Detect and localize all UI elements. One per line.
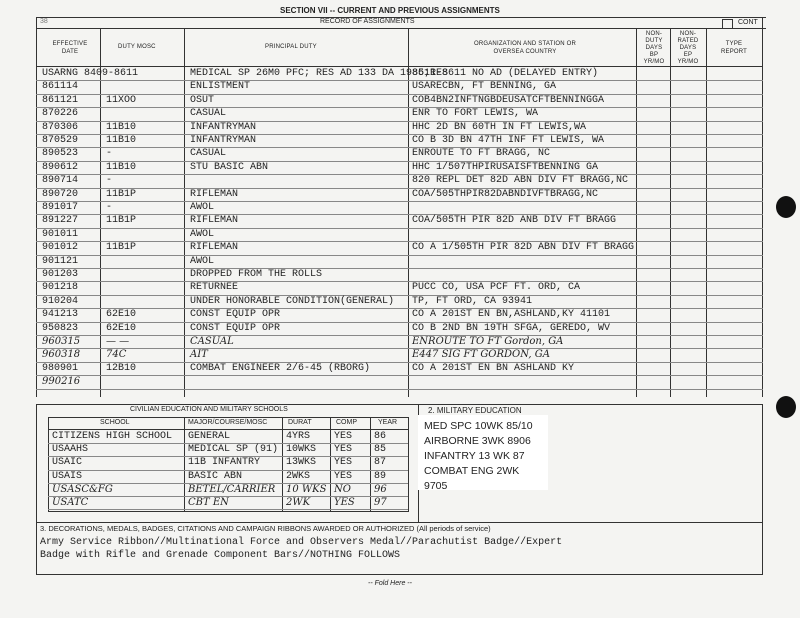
header-principal-duty: PRINCIPAL DUTY <box>265 44 317 50</box>
edu-year: 87 <box>374 457 387 469</box>
assignment-duty: CASUAL <box>190 336 234 347</box>
punch-hole-top <box>776 196 796 218</box>
assignment-org: CO B 2ND BN 19TH SFGA, GEREDO, WV <box>412 322 611 334</box>
assignment-date: 861114 <box>42 81 79 93</box>
assignment-date: 890714 <box>42 175 79 187</box>
assignment-date: 870529 <box>42 135 79 146</box>
edu-header-major: MAJOR/COURSE/MOSC <box>188 419 268 426</box>
header-organization: ORGANIZATION AND STATION OR OVERSEA COUNTRY <box>473 41 577 55</box>
assignment-duty: RIFLEMAN <box>190 242 239 254</box>
assignment-duty: INFANTRYMAN <box>190 135 257 146</box>
edu-major: BASIC ABN <box>188 470 243 482</box>
assignment-date: 950823 <box>42 322 79 334</box>
assignment-date: 891017 <box>42 202 79 213</box>
edu-comp: YES <box>334 497 355 508</box>
header-duty-mosc: DUTY MOSC <box>118 44 156 50</box>
assignment-org: HHC 2D BN 60TH IN FT LEWIS,WA <box>412 121 587 133</box>
assignment-duty: CASUAL <box>190 148 227 160</box>
assignment-org: PUCC CO, USA PCF FT. ORD, CA <box>412 282 581 294</box>
assignment-org: ENROUTE TO FT Gordon, GA <box>412 336 564 347</box>
edu-major: CBT EN <box>188 497 229 508</box>
edu-school: USAAHS <box>52 444 89 456</box>
assignment-date: 990216 <box>42 376 81 388</box>
assignment-mosc: 62E10 <box>106 322 137 334</box>
header-non-rated-days: NON-RATED DAYS <box>677 31 699 51</box>
assignment-duty: AWOL <box>190 255 215 267</box>
assignment-date: 901203 <box>42 269 79 280</box>
assignment-mosc: 12B10 <box>106 362 137 374</box>
edu-year: 96 <box>374 483 387 495</box>
assignment-mosc: 11B10 <box>106 121 137 133</box>
assignment-duty: CASUAL <box>190 108 227 120</box>
fold-label: -- Fold Here -- <box>368 580 412 587</box>
assignment-mosc: 62E10 <box>106 309 137 321</box>
assignment-mosc: — — <box>106 336 130 347</box>
assignment-org: CO A 1/505TH PIR 82D ABN DIV FT BRAGG <box>412 242 635 254</box>
edu-comp: YES <box>334 457 353 469</box>
assignment-duty: RIFLEMAN <box>190 188 239 200</box>
header-type-report: TYPE REPORT <box>720 41 748 55</box>
assignment-date: 980901 <box>42 362 79 374</box>
assignment-date: 910204 <box>42 295 79 307</box>
assignment-org: ENROUTE TO FT BRAGG, NC <box>412 148 551 160</box>
header-non-duty-sub: BP YR/MO <box>643 52 665 65</box>
assignment-duty: MEDICAL SP 26M0 PFC; RES AD 133 DA 1985;RES <box>190 68 449 79</box>
assignment-mosc: - <box>106 148 113 160</box>
decorations-line-2: Badge with Rifle and Grenade Component Bars//NOTHING FOLLOWS <box>40 550 401 561</box>
header-non-duty-days: NON-DUTY DAYS <box>645 31 663 51</box>
record-label: RECORD OF ASSIGNMENTS <box>320 18 415 25</box>
assignment-mosc: - <box>106 175 113 187</box>
assignment-date: USARNG 8409-8611 <box>42 68 139 79</box>
edu-header-comp: COMP <box>336 419 357 426</box>
edu-durat: 10WKS <box>286 444 317 456</box>
assignment-org: USARECBN, FT BENNING, GA <box>412 81 557 93</box>
edu-durat: 2WK <box>286 497 311 508</box>
assignment-org: 820 REPL DET 82D ABN DIV FT BRAGG,NC <box>412 175 629 187</box>
assignment-duty: ENLISTMENT <box>190 81 251 93</box>
header-effective-date: EFFECTIVE DATE <box>52 41 88 55</box>
assignment-duty: INFANTRYMAN <box>190 121 257 133</box>
decorations-title: 3. DECORATIONS, MEDALS, BADGES, CITATIONS AND CAMPAIGN RIBBONS AWARDED OR AUTHORIZED (All periods of service) <box>40 524 491 533</box>
edu-durat: 13WKS <box>286 457 317 469</box>
edu-school: CITIZENS HIGH SCHOOL <box>52 431 173 442</box>
assignment-org: ENR TO FORT LEWIS, WA <box>412 108 539 120</box>
edu-year: 97 <box>374 497 387 508</box>
edu-comp: YES <box>334 444 353 456</box>
assignment-duty: CONST EQUIP OPR <box>190 322 281 334</box>
punch-hole-bottom <box>776 396 796 418</box>
assignment-date: 960315 <box>42 336 81 347</box>
edu-header-school: SCHOOL <box>100 419 130 426</box>
assignment-org: 8611-8611 NO AD (DELAYED ENTRY) <box>412 68 599 79</box>
header-non-rated-sub: EP YR/MO <box>677 52 699 65</box>
assignment-date: 901011 <box>42 228 79 240</box>
military-education-line: MED SPC 10WK 85/10 <box>424 420 533 432</box>
assignment-duty: UNDER HONORABLE CONDITION(GENERAL) <box>190 295 395 307</box>
assignment-duty: AWOL <box>190 228 215 240</box>
assignment-duty: STU BASIC ABN <box>190 161 269 173</box>
military-education-box <box>418 415 548 490</box>
assignment-mosc: 11B1P <box>106 242 137 254</box>
assignment-org: E447 SIG FT GORDON, GA <box>412 349 550 361</box>
edu-year: 86 <box>374 431 387 442</box>
assignment-duty: RETURNEE <box>190 282 239 294</box>
assignment-org: HHC 1/507THPIRUSAISFTBENNING GA <box>412 161 599 173</box>
assignment-mosc: 11B10 <box>106 161 137 173</box>
edu-major: MEDICAL SP (91) <box>188 444 279 456</box>
assignment-duty: OSUT <box>190 94 215 106</box>
assignment-mosc: 11B1P <box>106 188 137 200</box>
assignment-date: 870306 <box>42 121 79 133</box>
edu-durat: 10 WKS <box>286 483 327 495</box>
assignment-org: COB4BN2INFTNGBDEUSATCFTBENNINGGA <box>412 94 605 106</box>
edu-comp: YES <box>334 431 353 442</box>
edu-header-year: YEAR <box>378 419 398 426</box>
assignment-org: CO B 3D BN 47TH INF FT LEWIS, WA <box>412 135 605 146</box>
assignment-date: 870226 <box>42 108 79 120</box>
assignment-mosc: 11XOO <box>106 94 137 106</box>
item-number: 38 <box>40 18 48 25</box>
civilian-education-title: CIVILIAN EDUCATION AND MILITARY SCHOOLS <box>130 406 288 413</box>
edu-durat: 2WKS <box>286 470 311 482</box>
edu-major: BETEL/CARRIER <box>188 483 276 495</box>
assignment-duty: RIFLEMAN <box>190 215 239 227</box>
assignment-mosc: 74C <box>106 349 127 361</box>
edu-major: 11B INFANTRY <box>188 457 261 469</box>
assignment-date: 901121 <box>42 255 79 267</box>
assignment-duty: AIT <box>190 349 208 361</box>
cont-label: CONT <box>738 19 758 26</box>
edu-school: USASC&FG <box>52 483 113 495</box>
assignment-duty: COMBAT ENGINEER 2/6-45 (RBORG) <box>190 362 371 374</box>
assignment-mosc: 11B10 <box>106 135 137 146</box>
military-education-line: AIRBORNE 3WK 8906 <box>424 435 531 447</box>
edu-comp: NO <box>334 483 351 495</box>
assignment-date: 901012 <box>42 242 79 254</box>
assignment-date: 890612 <box>42 161 79 173</box>
assignment-date: 861121 <box>42 94 79 106</box>
edu-year: 85 <box>374 444 387 456</box>
edu-school: USAIC <box>52 457 83 469</box>
assignment-date: 901218 <box>42 282 79 294</box>
assignment-org: COA/505TH PIR 82D ANB DIV FT BRAGG <box>412 215 617 227</box>
assignment-duty: CONST EQUIP OPR <box>190 309 281 321</box>
military-education-title: 2. MILITARY EDUCATION <box>428 406 522 415</box>
military-education-line: INFANTRY 13 WK 87 <box>424 450 525 462</box>
assignment-date: 891227 <box>42 215 79 227</box>
assignment-mosc: 11B1P <box>106 215 137 227</box>
assignment-org: CO A 201ST EN BN,ASHLAND,KY 41101 <box>412 309 611 321</box>
edu-year: 89 <box>374 470 387 482</box>
assignment-date: 960318 <box>42 349 81 361</box>
assignment-org: COA/505THPIR82DABNDIVFTBRAGG,NC <box>412 188 599 200</box>
edu-header-durat: DURAT <box>288 419 312 426</box>
assignment-mosc: - <box>106 202 113 213</box>
assignment-org: TP, FT ORD, CA 93941 <box>412 295 533 307</box>
assignment-duty: AWOL <box>190 202 215 213</box>
edu-durat: 4YRS <box>286 431 311 442</box>
edu-school: USATC <box>52 497 89 508</box>
section-title: SECTION VII -- CURRENT AND PREVIOUS ASSIGNMENTS <box>280 6 500 15</box>
assignment-date: 890720 <box>42 188 79 200</box>
decorations-line-1: Army Service Ribbon//Multinational Force and Observers Medal//Parachutist Badge//Expert <box>40 537 563 548</box>
edu-school: USAIS <box>52 470 83 482</box>
assignment-org: CO A 201ST EN BN ASHLAND KY <box>412 362 575 374</box>
edu-major: GENERAL <box>188 431 231 442</box>
military-education-line: COMBAT ENG 2WK 9705 <box>424 465 520 492</box>
assignment-date: 890523 <box>42 148 79 160</box>
edu-comp: YES <box>334 470 353 482</box>
assignment-date: 941213 <box>42 309 79 321</box>
assignment-duty: DROPPED FROM THE ROLLS <box>190 269 323 280</box>
